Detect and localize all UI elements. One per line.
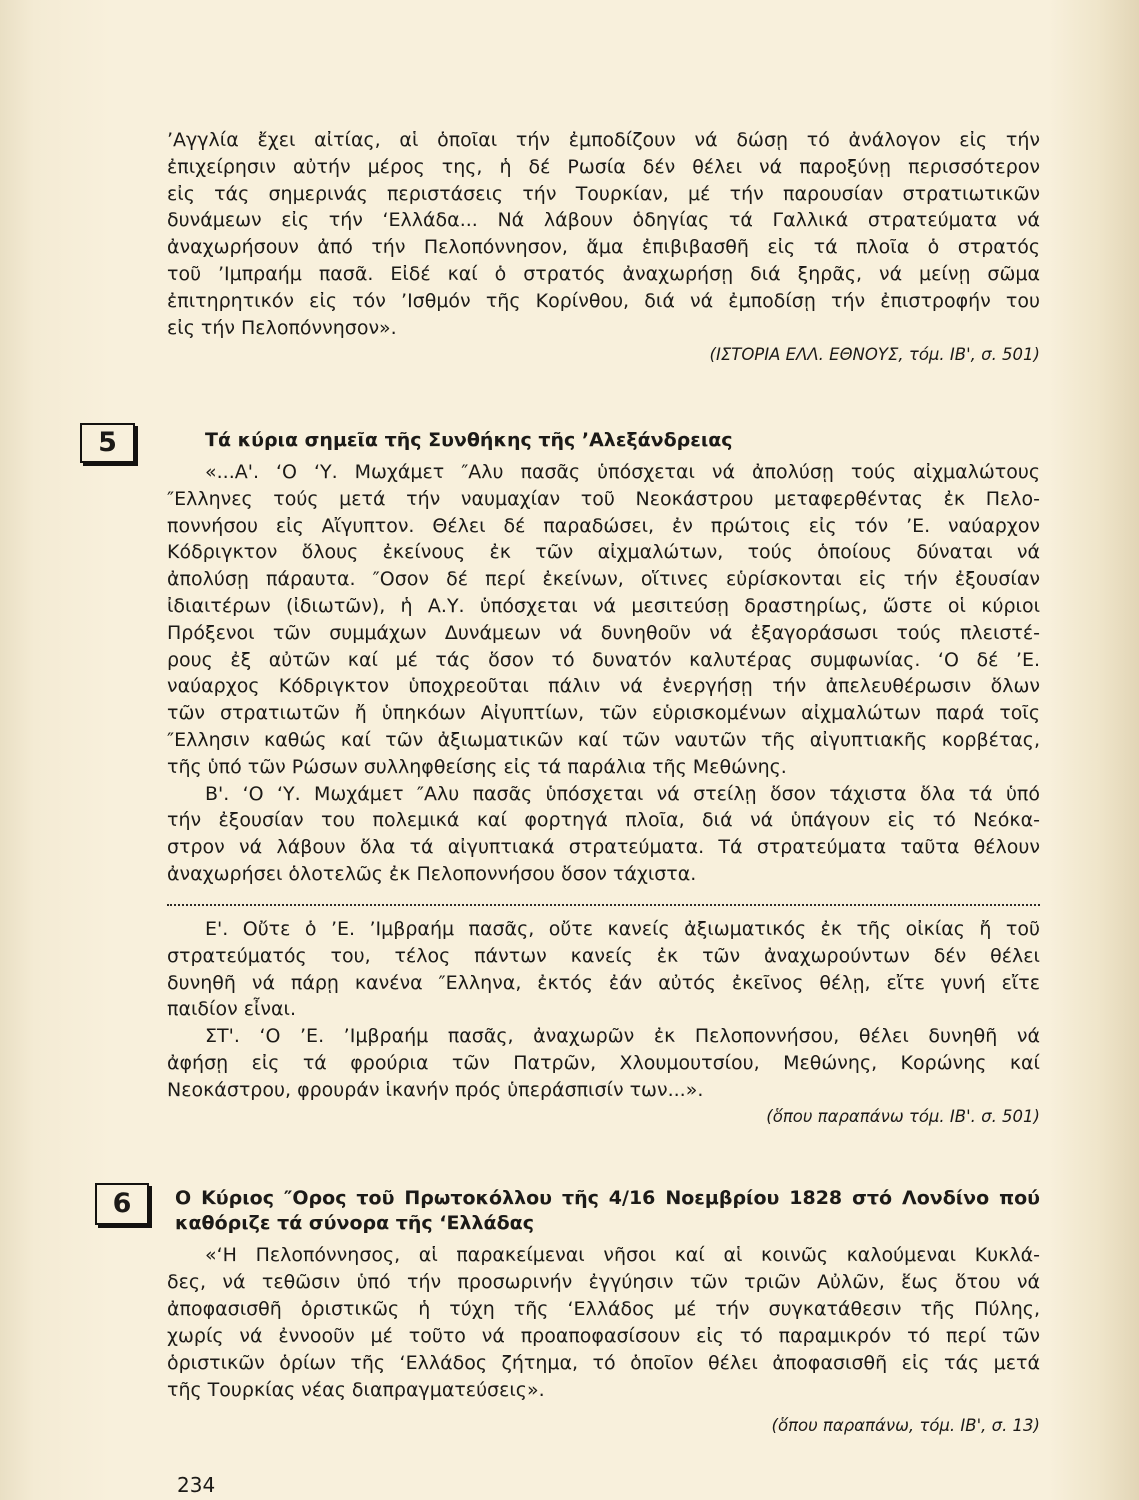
text-line: ἀποφασισθῆ ὁριστικῶς ἡ τύχη τῆς ‘Ελλάδος μέ τήν συγκατάθεσιν τῆς Πύλης, (167, 1297, 1040, 1320)
page-number: 234 (177, 1473, 216, 1497)
text-line: δυνάμεων εἰς τήν ‘Ελλάδα... Νά λάβουν ὁδηγίας τά Γαλλικά στρατεύματα νά (167, 209, 1040, 232)
text-line: ἀφήσῃ εἰς τά φρούρια τῶν Πατρῶν, Χλουμουτσίου, Μεθώνης, Κορώνης καί (167, 1051, 1040, 1074)
text-line: τῶν στρατιωτῶν ἤ ὑπηκόων Αἰγυπτίων, τῶν εὑρισκομένων αἰχμαλώτων παρά τοῖς (167, 702, 1040, 725)
section-title (175, 1186, 1040, 1236)
section-title-line: καθόριζε τά σύνορα τῆς ‘Ελλάδας (175, 1212, 534, 1234)
text-line: ἀναχωρήσει ὁλοτελῶς ἐκ Πελοποννήσου ὅσον τάχιστα. (167, 862, 697, 885)
text-line: ΣΤ'. ‘Ο ’Ε. ’Ιμβραήμ πασᾶς, ἀναχωρῶν ἐκ Πελοποννήσου, θέλει δυνηθῆ νά (205, 1025, 1040, 1048)
citation: (ὅπου παραπάνω τόμ. ΙΒ'. σ. 501) (766, 1107, 1040, 1126)
text-line: στρατεύματός του, τέλος πάντων κανείς ἐκ τῶν ἀναχωρούντων δέν θέλει (167, 944, 1040, 967)
text-line: τήν ἐξουσίαν του πολεμικά καί φορτηγά πλοῖα, διά νά ὑπάγουν εἰς τό Νεόκα- (167, 809, 1040, 832)
text-line: εἰς τάς σημερινάς περιστάσεις τήν Τουρκίαν, μέ τήν παρουσίαν στρατιωτικῶν (167, 182, 1040, 205)
text-line: ἀναχωρήσουν ἀπό τήν Πελοπόννησον, ἅμα ἐπιβιβασθῆ εἰς τά πλοῖα ὁ στρατός (167, 236, 1040, 259)
section-5-paragraph-b (167, 916, 1040, 1104)
text-line: Ε'. Οὔτε ὁ ’Ε. ’Ιμβραήμ πασᾶς, οὔτε κανείς ἀξιωματικός ἐκ τῆς οἰκίας ἤ τοῦ (205, 918, 1040, 940)
text-line: ποννήσου εἰς Αἴγυπτον. Θέλει δέ παραδώσει, ἐν πρώτοις εἰς τόν ’Ε. ναύαρχον (167, 514, 1040, 537)
text-line: εἰς τήν Πελοπόννησον». (167, 316, 397, 339)
text-line: ἐπιχείρησιν αὐτήν μέρος της, ἡ δέ Ρωσία δέν θέλει νά παροξύνῃ περισσότερον (167, 155, 1040, 178)
text-line: ὁριστικῶν ὁρίων τῆς ‘Ελλάδος ζήτημα, τό ὁποῖον θέλει ἀποφασισθῆ εἰς τάς μετά (167, 1351, 1040, 1374)
text-line: «‘Η Πελοπόννησος, αἱ παρακείμεναι νῆσοι καί αἱ κοινῶς καλούμεναι Κυκλά- (205, 1244, 1040, 1266)
text-line: ″Ελλησιν καθώς καί τῶν ἀξιωματικῶν καί τῶν ναυτῶν τῆς αἰγυπτιακῆς κορβέτας, (167, 728, 1040, 751)
text-line: ’Αγγλία ἔχει αἰτίας, αἱ ὁποῖαι τήν ἐμποδίζουν νά δώσῃ τό ἀνάλογον εἰς τήν (167, 129, 1040, 151)
text-line: δυνηθῆ νά πάρῃ κανένα ″Ελληνα, ἐκτός ἐάν αὐτός ἐκεῖνος θέλῃ, εἴτε γυνή εἴτε (167, 971, 1040, 994)
section-6-paragraph (167, 1242, 1040, 1403)
text-line: τῆς ὑπό τῶν Ρώσων συλληφθείσης εἰς τά παράλια τῆς Μεθώνης. (167, 755, 787, 778)
text-line: «...Α'. ‘Ο ‘Υ. Μωχάμετ ″Αλυ πασᾶς ὑπόσχεται νά ἀπολύσῃ τούς αἰχμαλώτους (205, 461, 1040, 483)
text-line: Κόδριγκτον ὅλους ἐκείνους ἐκ τῶν αἰχμαλώτων, τούς ὁποίους δύναται νά (167, 541, 1040, 564)
section-5-paragraph-a (167, 459, 1040, 888)
text-line: Β'. ‘Ο ‘Υ. Μωχάμετ ″Αλυ πασᾶς ὑπόσχεται νά στείλῃ ὅσον τάχιστα ὅλα τά ὑπό (205, 782, 1040, 805)
text-line: χωρίς νά ἐννοοῦν μέ τοῦτο νά προαποφασίσουν εἰς τό παραμικρόν τό περί τῶν (167, 1324, 1040, 1347)
section-title: Τά κύρια σημεῖα τῆς Συνθήκης τῆς ’Αλεξάνδρειας (205, 429, 733, 451)
section-number-box: 5 (80, 423, 135, 463)
text-line: ἰδιαιτέρων (ἰδιωτῶν), ἡ Α.Υ. ὑπόσχεται νά μεσιτεύσῃ δραστηρίως, ὥστε οἱ κύριοι (167, 594, 1040, 617)
text-line: τοῦ ’Ιμπραήμ πασᾶ. Εἰδέ καί ὁ στρατός ἀναχωρήσῃ διά ξηρᾶς, νά μείνῃ σῶμα (167, 262, 1040, 285)
text-line: Νεοκάστρου, φρουράν ἱκανήν πρός ὑπεράσπισίν των...». (167, 1078, 704, 1101)
text-line: ἐπιτηρητικόν εἰς τόν ’Ισθμόν τῆς Κορίνθου, διά νά ἐμποδίσῃ τήν ἐπιστροφήν του (167, 289, 1040, 312)
citation: (ΙΣΤΟΡΙΑ ΕΛΛ. ΕΘΝΟΥΣ, τόμ. ΙΒ', σ. 501) (709, 345, 1040, 364)
text-line: ναύαρχος Κόδριγκτον ὑποχρεοῦται πάλιν νά ἐνεργήσῃ τήν ἀπελευθέρωσιν ὅλων (167, 675, 1040, 698)
text-line: ″Ελληνες τούς μετά τήν ναυμαχίαν τοῦ Νεοκάστρου μεταφερθέντας ἐκ Πελο- (167, 487, 1040, 510)
ellipsis-separator (167, 904, 1040, 906)
section-number-box: 6 (95, 1183, 149, 1225)
text-line: τῆς Τουρκίας νέας διαπραγματεύσεις». (167, 1378, 545, 1401)
text-line: στρον νά λάβουν ὅλα τά αἰγυπτιακά στρατεύματα. Τά στρατεύματα ταῦτα θέλουν (167, 836, 1040, 859)
intro-paragraph (167, 127, 1040, 341)
text-line: Πρόξενοι τῶν συμμάχων Δυνάμεων νά δυνηθοῦν νά ἐξαγοράσωσι τούς πλειστέ- (167, 621, 1040, 644)
citation: (ὅπου παραπάνω, τόμ. ΙΒ', σ. 13) (771, 1416, 1040, 1435)
text-line: δες, νά τεθῶσιν ὑπό τήν προσωρινήν ἐγγύησιν τῶν τριῶν Αὐλῶν, ἕως ὅτου νά (167, 1270, 1040, 1293)
text-line: παιδίον εἶναι. (167, 998, 297, 1021)
section-title-line: Ο Κύριος ″Ορος τοῦ Πρωτοκόλλου τῆς 4/16 Νοεμβρίου 1828 στό Λονδίνο πού (175, 1187, 1040, 1209)
text-line: ρους ἐξ αὐτῶν καί μέ τάς ὅσον τό δυνατόν καλυτέρας συμφωνίας. ‘Ο δέ ’Ε. (167, 648, 1040, 671)
text-line: ἀπολύσῃ πάραυτα. ″Οσον δέ περί ἐκείνων, οἵτινες εὑρίσκονται εἰς τήν ἐξουσίαν (167, 568, 1040, 591)
